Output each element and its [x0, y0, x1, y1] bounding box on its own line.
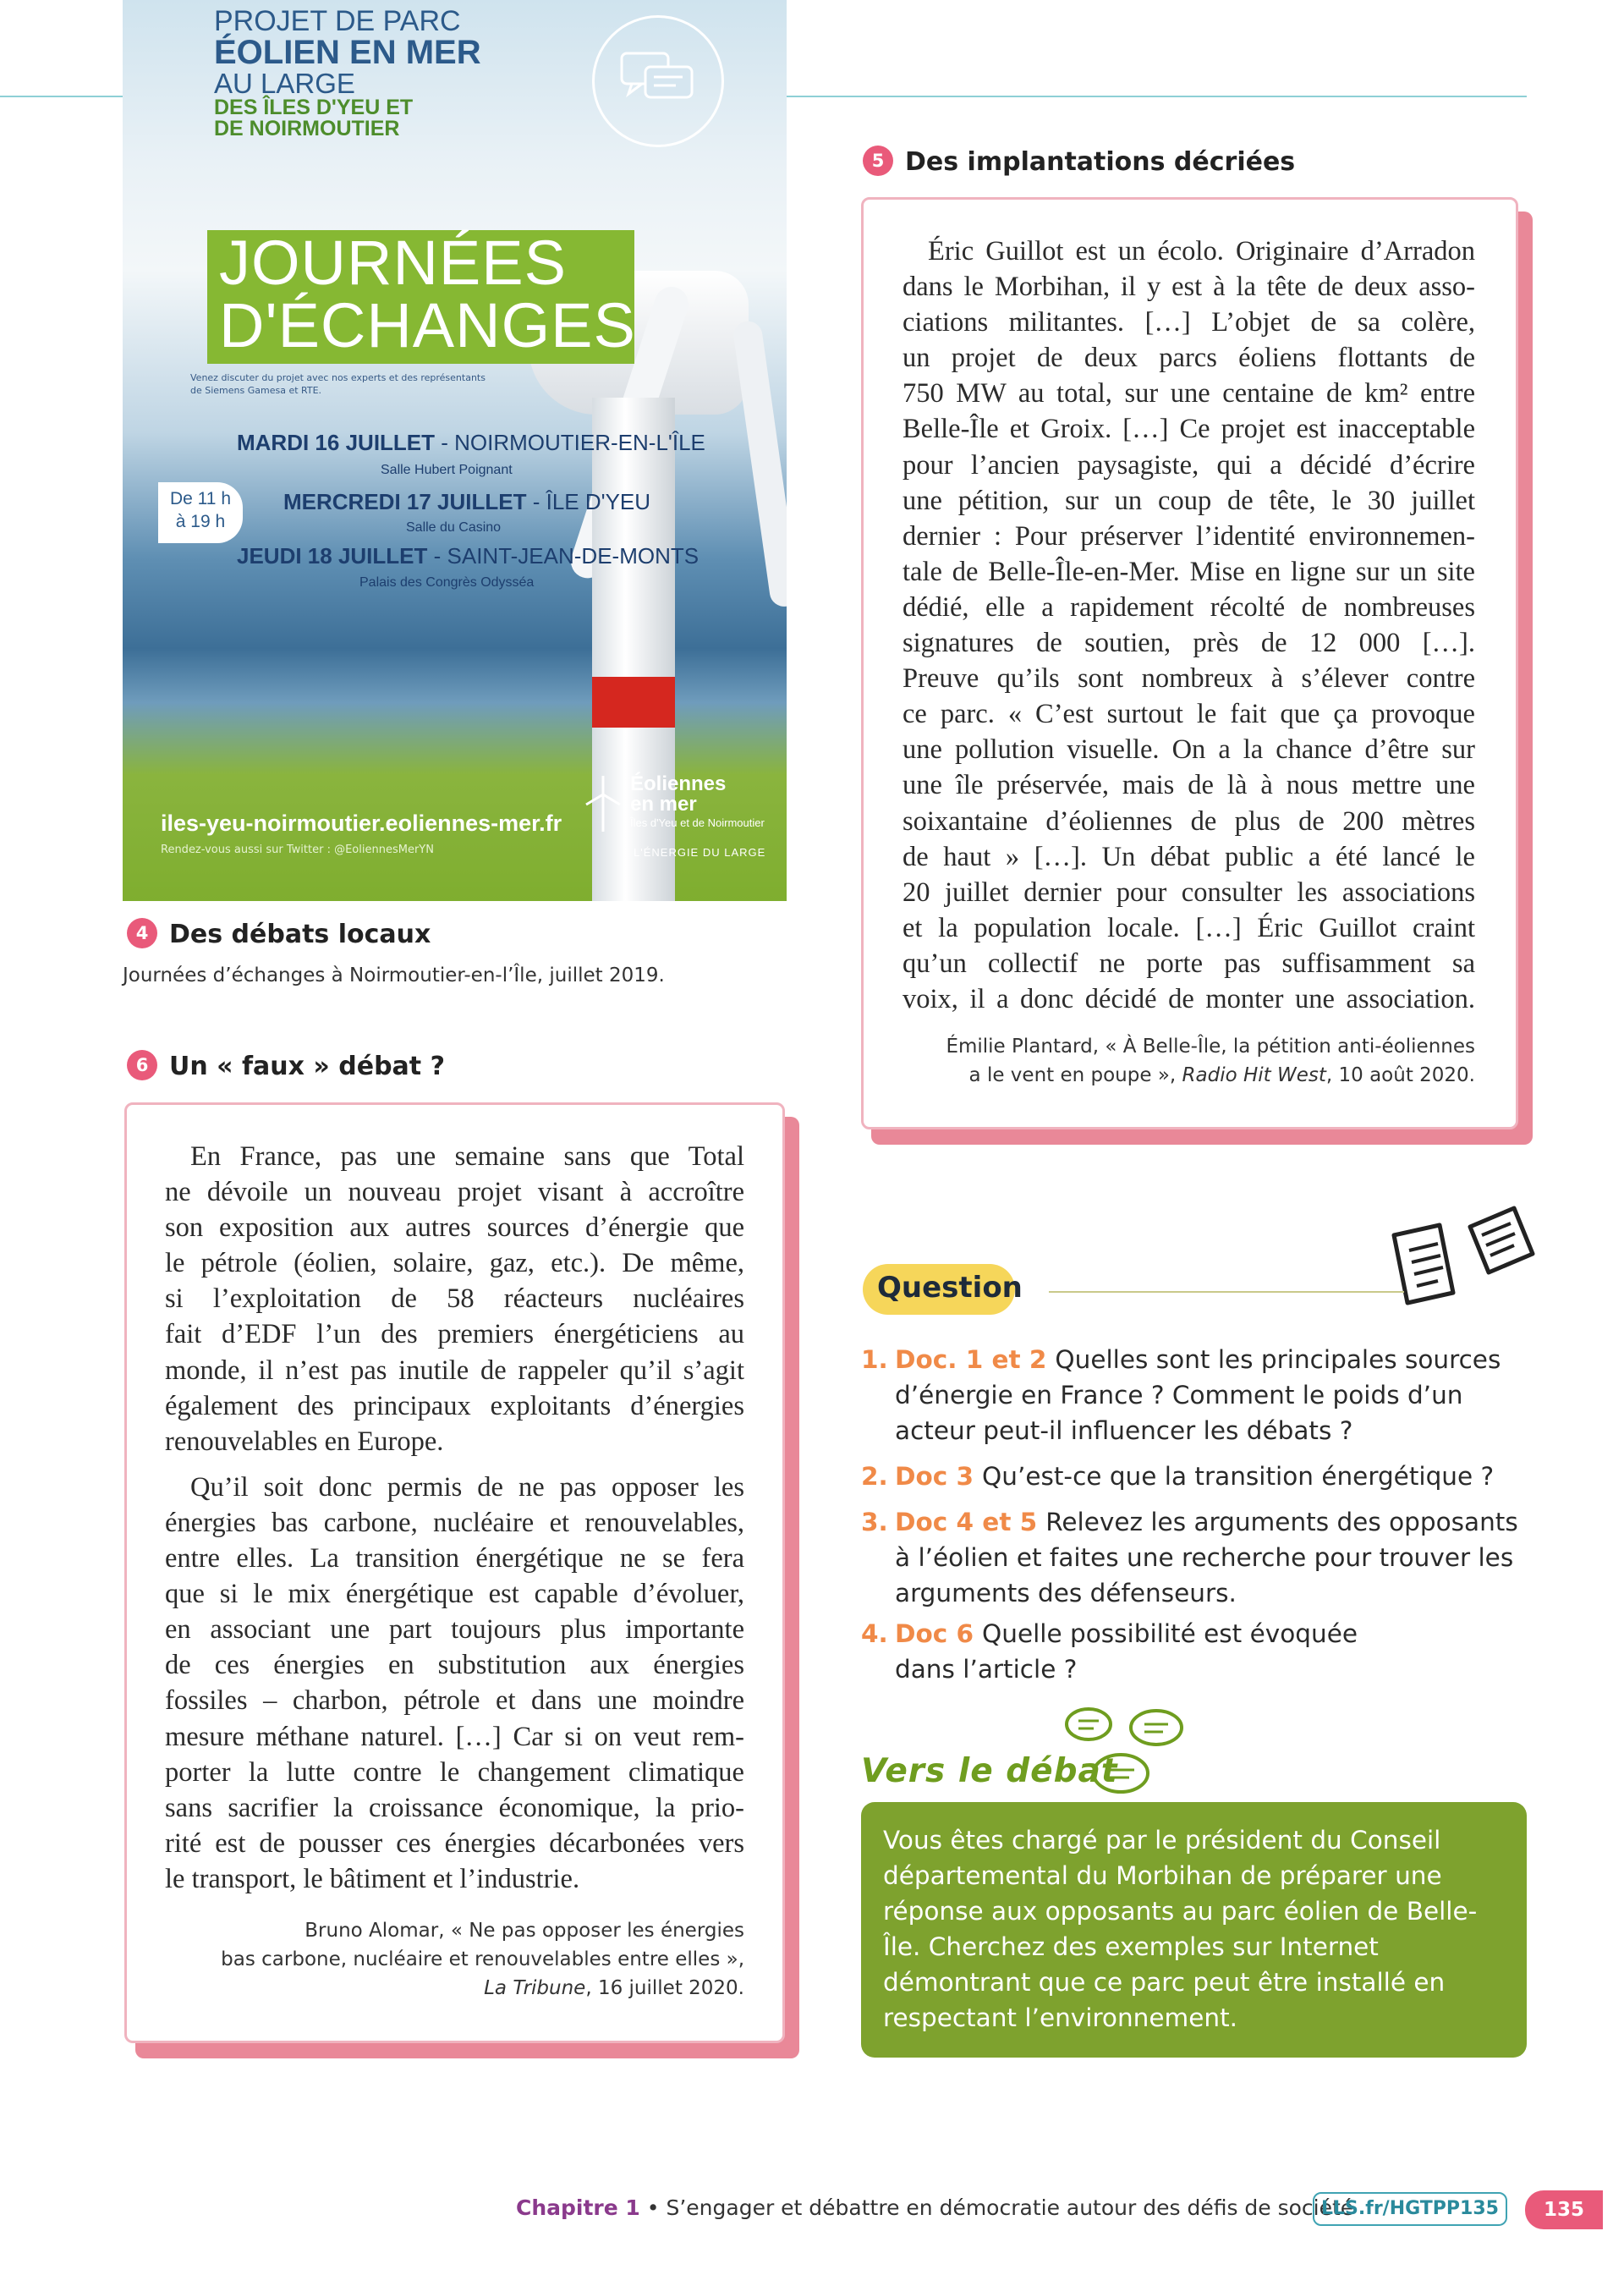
- doc5-line: une île préservée, mais de là à nous mettre une: [903, 770, 1475, 801]
- question-text: Quelle possibilité est évoquée dans l’article ?: [895, 1619, 1358, 1684]
- event-venue: Salle du Casino: [406, 520, 502, 535]
- poster-title: [214, 7, 510, 140]
- doc5-line: et la population locale. […] Éric Guillot craint: [903, 912, 1475, 943]
- doc6-line: fossiles – charbon, pétrole et dans une moindre: [165, 1685, 744, 1717]
- doc5-line: ce parc. « C’est surtout le fait que ça provoque: [903, 699, 1475, 730]
- poster-event: [237, 543, 699, 569]
- question-number: 3.: [861, 1508, 888, 1536]
- logo-line: en mer: [630, 793, 697, 816]
- doc6-line: que si le mix énergétique est capable d’évoluer,: [165, 1579, 744, 1610]
- question-item: [861, 1342, 1521, 1448]
- doc6-line: sans sacrifier la croissance économique, la prio-: [165, 1792, 744, 1823]
- doc6-line: son exposition aux autres sources d’énergie que: [165, 1212, 744, 1244]
- doc5-text: [903, 234, 1475, 1017]
- source-date: , 16 juillet 2020.: [585, 1977, 744, 1999]
- doc6-line: monde, il n’est pas inutile de rappeler qu’il s’agit: [165, 1355, 744, 1386]
- doc5-line: pour l’ancien paysagiste, qui a décidé d’écrire: [903, 449, 1475, 481]
- documents-icon: [1387, 1201, 1535, 1316]
- poster-hours: [158, 482, 243, 543]
- footer-chapter-label: Chapitre 1: [516, 2195, 640, 2220]
- doc6-heading: [127, 1052, 445, 1083]
- question-text: Quelles sont les principales sources d’énergie en France ? Comment le poids d’un acteur peut-il influencer les débats ?: [895, 1345, 1501, 1445]
- poster-intro: Venez discuter du projet avec nos experts et des représentants de Siemens Gamesa et RTE.: [190, 372, 486, 396]
- question-number: 2.: [861, 1462, 888, 1491]
- doc6-line: renouvelables en Europe.: [165, 1426, 444, 1457]
- doc6-line: énergies bas carbone, nucléaire et renouvelables,: [165, 1507, 744, 1538]
- doc5-line: ciations militantes. […] L’objet de sa colère,: [903, 307, 1475, 338]
- poster-title-line: ÉOLIEN EN MER: [214, 34, 481, 71]
- poster-title-line: PROJET DE PARC: [214, 5, 461, 37]
- poster-event: [237, 430, 705, 456]
- doc4-number-badge: 4: [127, 918, 157, 948]
- doc6-line: en associant une part toujours plus importante: [165, 1614, 744, 1646]
- doc6-text: [165, 1139, 744, 1897]
- event-date: MERCREDI 17 JUILLET: [283, 489, 527, 514]
- poster-banner-line: D'ÉCHANGES: [219, 290, 636, 360]
- turbine-logo-icon: [579, 774, 627, 833]
- doc5-line: 20 juillet dernier pour consulter les associations: [903, 876, 1475, 908]
- question-rule: [1049, 1291, 1404, 1293]
- doc6-line: porter la lutte contre le changement climatique: [165, 1756, 744, 1788]
- doc6-line: ne dévoile un nouveau projet visant à accroître: [165, 1177, 744, 1208]
- doc4-heading: [127, 920, 431, 951]
- question-text: Qu’est-ce que la transition énergétique ?: [982, 1462, 1495, 1491]
- doc4-title: Des débats locaux: [169, 920, 431, 949]
- doc6-line: de ces énergies en substitution aux énergies: [165, 1650, 744, 1681]
- doc6-line: le transport, le bâtiment et l’industrie.: [165, 1863, 580, 1894]
- doc5-line: dernier : Pour préserver l’identité environnemen-: [903, 520, 1475, 552]
- debate-title: Vers le débat: [861, 1752, 1118, 1790]
- doc5-line: Belle-Île et Groix. […] Ce projet est inacceptable: [903, 414, 1475, 445]
- doc5-line: Preuve qu’ils sont nombreux à s’élever contre: [903, 663, 1475, 695]
- doc6-source-line: Bruno Alomar, « Ne pas opposer les énergies: [304, 1920, 744, 1942]
- doc6-line: le pétrole (éolien, solaire, gaz, etc.). De même,: [165, 1248, 744, 1279]
- doc6-source-line: bas carbone, nucléaire et renouvelables entre elles »,: [221, 1948, 744, 1970]
- question-doc-ref: Doc 4 et 5: [895, 1508, 1038, 1536]
- doc5-line: un projet de deux parcs éoliens flottants de: [903, 343, 1475, 374]
- doc5-line: signatures de soutien, près de 12 000 […].: [903, 628, 1475, 659]
- logo-sub: Îles d'Yeu et de Noirmoutier: [630, 816, 765, 829]
- debate-text: Vous êtes chargé par le président du Conseil départemental du Morbihan de préparer une réponse aux opposants au parc éolien de Belle-Île. Cherchez des exemples sur Internet démontrant que ce parc peut être installé en respectant l’environnement.: [883, 1826, 1478, 2032]
- debate-box: [861, 1802, 1527, 2058]
- question-item: [861, 1504, 1521, 1611]
- poster-title-line: DE NOIRMOUTIER: [214, 117, 400, 140]
- doc5-number-badge: 5: [863, 146, 893, 176]
- doc5-line: Éric Guillot est un écolo. Originaire d’Arradon: [928, 236, 1475, 267]
- footer-chapter: [516, 2195, 1353, 2220]
- poster-title-line: DES ÎLES D'YEU ET: [214, 96, 414, 119]
- logo-line: Éoliennes: [630, 772, 727, 795]
- doc5-line: dans le Morbihan, il y est à la tête de deux asso-: [903, 272, 1475, 303]
- source-publication: La Tribune: [484, 1977, 586, 1999]
- question-item: [861, 1459, 1521, 1494]
- doc6-source: [144, 1916, 744, 2003]
- question-item: [861, 1616, 1385, 1687]
- source-publication: Radio Hit West: [1182, 1064, 1326, 1086]
- doc5-line: de haut » […]. Un débat public a été lancé le: [903, 841, 1475, 872]
- event-place: - SAINT-JEAN-DE-MONTS: [427, 543, 700, 569]
- doc5-line: 750 MW au total, sur une centaine de km² entre: [903, 378, 1475, 409]
- doc6-source-line: [144, 1974, 744, 2003]
- doc6-line: mesure méthane naturel. […] Car si on veut rem-: [165, 1721, 744, 1752]
- chat-bubbles-icon: [592, 15, 724, 147]
- source-date: , 10 août 2020.: [1325, 1064, 1475, 1086]
- doc5-source-line: Émilie Plantard, « À Belle-Île, la pétition anti-éoliennes: [946, 1036, 1475, 1058]
- logo-tagline: L'ÉNERGIE DU LARGE: [634, 846, 766, 859]
- doc5-heading: [863, 147, 1295, 179]
- doc6-line: rité est de pousser ces énergies décarbonées vers: [165, 1827, 744, 1859]
- doc5-line: voix, il a donc décidé de monter une association.: [903, 983, 1475, 1014]
- doc6-line: En France, pas une semaine sans que Total: [190, 1141, 744, 1172]
- doc6-title: Un « faux » débat ?: [169, 1052, 445, 1081]
- turbine-blade: [732, 320, 787, 608]
- question-number: 1.: [861, 1345, 888, 1374]
- doc5-source: [880, 1032, 1475, 1090]
- doc5-line: une pollution visuelle. On a la chance d’être sur: [903, 734, 1475, 766]
- hours-to: à 19 h: [175, 512, 226, 532]
- poster-url: iles-yeu-noirmoutier.eoliennes-mer.fr: [161, 811, 562, 836]
- doc5-title: Des implantations décriées: [905, 147, 1296, 177]
- question-doc-ref: Doc. 1 et 2: [895, 1345, 1047, 1374]
- poster-twitter: Rendez-vous aussi sur Twitter : @EoliennesMerYN: [161, 844, 434, 856]
- doc6-line: fait d’EDF l’un des premiers énergéticiens au: [165, 1319, 744, 1350]
- doc6-line: si l’exploitation de 58 réacteurs nucléaires: [165, 1283, 744, 1315]
- event-date: MARDI 16 JUILLET: [237, 430, 436, 455]
- hours-from: De 11 h: [170, 489, 231, 508]
- doc5-line: qu’un collectif ne porte pas suffisamment sa: [903, 948, 1475, 979]
- event-place: - ÎLE D'YEU: [526, 489, 651, 514]
- source-text: a le vent en poupe »,: [968, 1064, 1182, 1086]
- poster-banner-line: JOURNÉES: [219, 228, 567, 298]
- turbine-red-band: [592, 677, 675, 728]
- event-venue: Palais des Congrès Odysséa: [359, 575, 535, 590]
- question-number: 4.: [861, 1619, 888, 1648]
- poster-title-line: AU LARGE: [214, 68, 355, 99]
- footer-chapter-title: S’engager et débattre en démocratie autour des défis de société: [666, 2195, 1354, 2220]
- page-number: 135: [1525, 2190, 1603, 2229]
- poster-image: [123, 0, 787, 901]
- footer-separator: •: [639, 2195, 667, 2220]
- question-title: Question: [877, 1271, 1023, 1305]
- doc6-line: également des principaux exploitants d’énergies: [165, 1390, 744, 1421]
- event-place: - NOIRMOUTIER-EN-L'ÎLE: [435, 430, 705, 455]
- doc5-source-line: [880, 1061, 1475, 1090]
- doc5-line: une pétition, sur un coup de tête, le 30 juillet: [903, 485, 1475, 516]
- doc5-line: dédié, elle a rapidement récolté de nombreuses: [903, 591, 1475, 623]
- poster-banner: [207, 230, 634, 364]
- question-doc-ref: Doc 6: [895, 1619, 974, 1648]
- doc5-line: soixantaine d’éoliennes de plus de 200 mètres: [903, 805, 1475, 837]
- poster-event: [283, 489, 650, 515]
- question-text: Relevez les arguments des opposants à l’éolien et faites une recherche pour trouver les arguments des défenseurs.: [895, 1508, 1518, 1607]
- doc4-caption: Journées d’échanges à Noirmoutier-en-l’Île, juillet 2019.: [123, 964, 665, 986]
- doc6-line: entre elles. La transition énergétique ne se fera: [165, 1543, 744, 1574]
- event-date: JEUDI 18 JUILLET: [237, 543, 428, 569]
- event-venue: Salle Hubert Poignant: [381, 463, 513, 477]
- poster-logo: [630, 774, 774, 859]
- doc6-number-badge: 6: [127, 1050, 157, 1080]
- question-doc-ref: Doc 3: [895, 1462, 974, 1491]
- footer-link[interactable]: LLS.fr/HGTPP135: [1313, 2192, 1507, 2226]
- doc5-line: tale de Belle-Île-en-Mer. Mise en ligne sur un site: [903, 556, 1475, 587]
- doc6-line: Qu’il soit donc permis de ne pas opposer les: [190, 1471, 744, 1503]
